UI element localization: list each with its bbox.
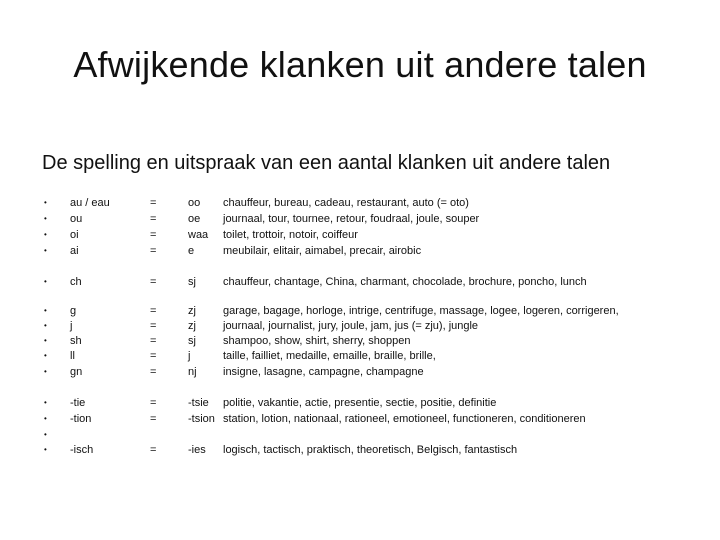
bullet-glyph: • (44, 367, 47, 376)
examples-cell: logisch, tactisch, praktisch, theoretisch, Belgisch, fantastisch (223, 444, 518, 456)
equals-cell: = (150, 335, 157, 347)
examples-cell: politie, vakantie, actie, presentie, sectie, positie, definitie (223, 397, 497, 409)
sound-cell: sj (188, 335, 196, 347)
sound-cell: oe (188, 213, 201, 225)
examples-cell: journaal, tour, tournee, retour, foudraal, joule, souper (223, 213, 480, 225)
examples-cell: shampoo, show, shirt, sherry, shoppen (223, 335, 411, 347)
sound-cell: oo (188, 197, 201, 209)
bullet-glyph: • (44, 306, 47, 315)
examples-cell: station, lotion, nationaal, rationeel, emotioneel, functioneren, conditioneren (223, 413, 586, 425)
spelling-cell: sh (70, 335, 82, 347)
examples-cell: taille, failliet, medaille, emaille, braille, brille, (223, 350, 436, 362)
sound-cell: e (188, 245, 195, 257)
equals-cell: = (150, 397, 157, 409)
table-row (0, 427, 720, 443)
sound-cell: -tsion (188, 413, 215, 425)
bullet-glyph: • (44, 214, 47, 223)
equals-cell: = (150, 245, 157, 257)
bullet-glyph: • (44, 414, 47, 423)
table-row (0, 303, 720, 319)
bullet-glyph: • (44, 445, 47, 454)
slide-title: Afwijkende klanken uit andere talen (73, 44, 647, 85)
bullet-glyph: • (44, 351, 47, 360)
table-row (0, 411, 720, 427)
sound-cell: nj (188, 366, 197, 378)
table-row (0, 442, 720, 458)
equals-cell: = (150, 276, 157, 288)
bullet-glyph: • (44, 321, 47, 330)
spelling-cell: ll (70, 350, 75, 362)
table-row (0, 243, 720, 259)
sound-cell: waa (188, 229, 209, 241)
sound-cell: j (188, 350, 191, 362)
equals-cell: = (150, 444, 157, 456)
table-row (0, 318, 720, 334)
table-row (0, 227, 720, 243)
sound-cell: zj (188, 320, 196, 332)
equals-cell: = (150, 350, 157, 362)
spelling-cell: ai (70, 245, 79, 257)
table-row (0, 364, 720, 380)
examples-cell: garage, bagage, horloge, intrige, centrifuge, massage, logee, logeren, corrigeren, (223, 305, 619, 317)
slide-subtitle: De spelling en uitspraak van een aantal klanken uit andere talen (42, 152, 611, 174)
equals-cell: = (150, 305, 157, 317)
spelling-cell: ou (70, 213, 83, 225)
sound-cell: -ies (188, 444, 206, 456)
examples-cell: toilet, trottoir, notoir, coiffeur (223, 229, 358, 241)
equals-cell: = (150, 366, 157, 378)
bullet-glyph: • (44, 198, 47, 207)
table-row (0, 333, 720, 349)
bullet-glyph: • (44, 336, 47, 345)
equals-cell: = (150, 413, 157, 425)
equals-cell: = (150, 213, 157, 225)
spelling-cell: -isch (70, 444, 94, 456)
spelling-cell: ch (70, 276, 82, 288)
equals-cell: = (150, 197, 157, 209)
spelling-cell: gn (70, 366, 83, 378)
table-row (0, 274, 720, 290)
spelling-cell: oi (70, 229, 79, 241)
bullet-glyph: • (44, 277, 47, 286)
examples-cell: insigne, lasagne, campagne, champagne (223, 366, 424, 378)
spelling-cell: g (70, 305, 77, 317)
table-row (0, 211, 720, 227)
equals-cell: = (150, 320, 157, 332)
examples-cell: chauffeur, chantage, China, charmant, chocolade, brochure, poncho, lunch (223, 276, 587, 288)
equals-cell: = (150, 229, 157, 241)
spelling-cell: -tion (70, 413, 92, 425)
examples-cell: journaal, journalist, jury, joule, jam, jus (= zju), jungle (223, 320, 479, 332)
sound-cell: sj (188, 276, 196, 288)
bullet-glyph: • (44, 246, 47, 255)
spelling-cell: -tie (70, 397, 86, 409)
spelling-cell: au / eau (70, 197, 110, 209)
sound-cell: zj (188, 305, 196, 317)
table-row (0, 348, 720, 364)
bullet-glyph: • (44, 230, 47, 239)
bullet-glyph: • (44, 430, 47, 439)
bullet-glyph: • (44, 398, 47, 407)
sound-cell: -tsie (188, 397, 209, 409)
examples-cell: meubilair, elitair, aimabel, precair, airobic (223, 245, 422, 257)
examples-cell: chauffeur, bureau, cadeau, restaurant, auto (= oto) (223, 197, 469, 209)
spelling-cell: j (70, 320, 73, 332)
table-row (0, 395, 720, 411)
table-row (0, 195, 720, 211)
